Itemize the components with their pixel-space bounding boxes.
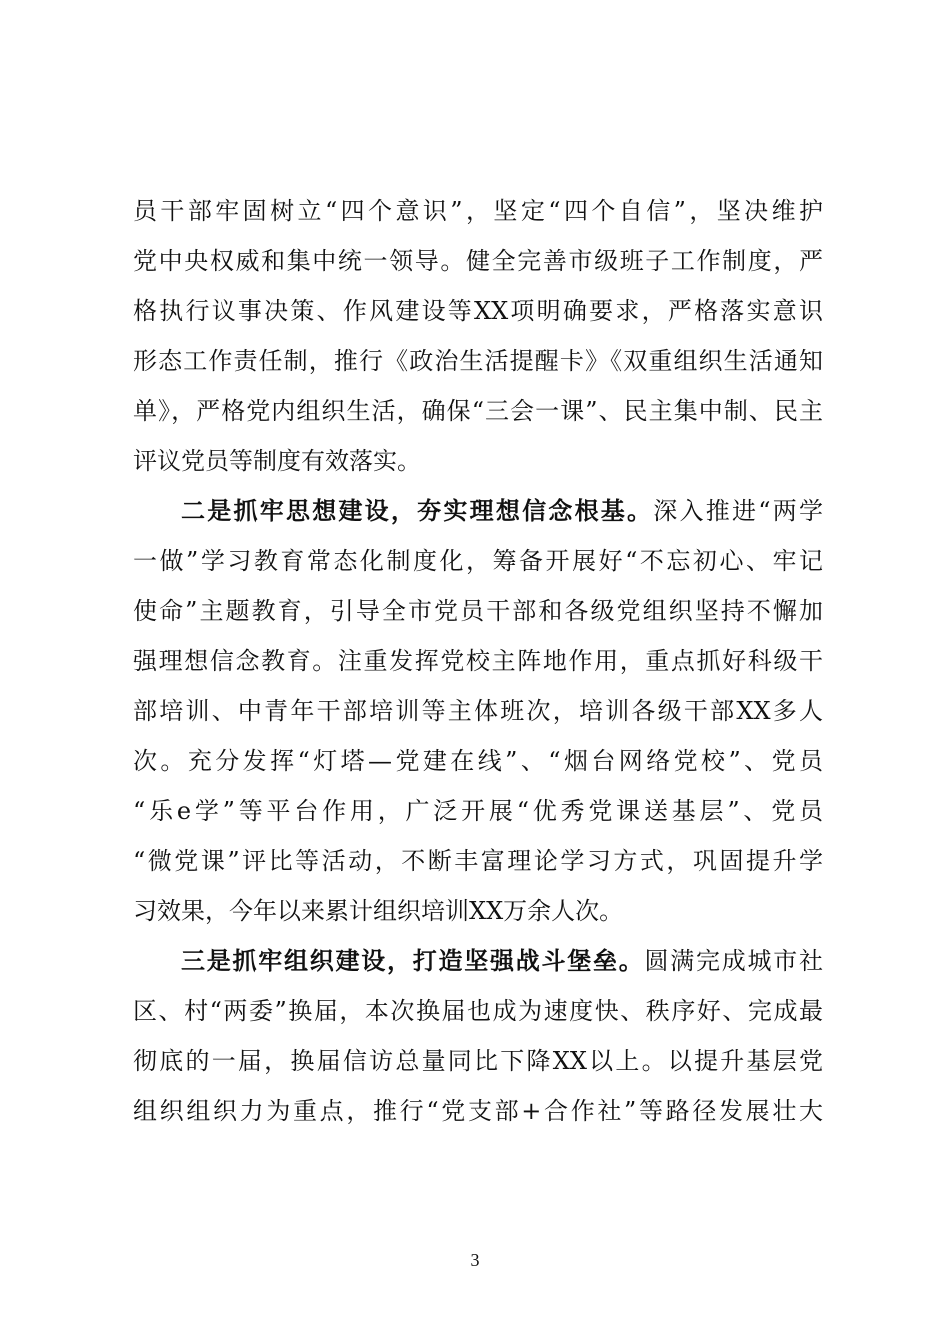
- text-line: 员干部牢固树立“四个意识”，坚定“四个自信”，坚决维护: [133, 197, 823, 225]
- body-text: [133, 186, 823, 1136]
- text-line: 使命”主题教育，引导全市党员干部和各级党组织坚持不懈加: [133, 597, 823, 625]
- text-fragment: 深入推进“两学: [653, 497, 823, 525]
- paragraph-continuation: [133, 186, 823, 486]
- paragraph-heading: 三是抓牢组织建设，打造坚强战斗堡垒。: [181, 946, 645, 975]
- text-line: 评议党员等制度有效落实。: [133, 447, 421, 475]
- text-line: 彻底的一届，换届信访总量同比下降XX以上。以提升基层党: [133, 1047, 823, 1075]
- text-fragment: 圆满完成城市社: [644, 947, 823, 975]
- text-line: 习效果，今年以来累计组织培训XX万余人次。: [133, 897, 624, 925]
- text-line: 形态工作责任制，推行《政治生活提醒卡》《双重组织生活通知: [133, 347, 823, 375]
- text-line: “乐e学”等平台作用，广泛开展“优秀党课送基层”、党员: [133, 797, 823, 825]
- text-line: 党中央权威和集中统一领导。健全完善市级班子工作制度，严: [133, 247, 823, 275]
- text-line: 部培训、中青年干部培训等主体班次，培训各级干部XX多人: [133, 697, 823, 725]
- text-line: 组织组织力为重点，推行“党支部+合作社”等路径发展壮大: [133, 1097, 823, 1125]
- text-line: “微党课”评比等活动，不断丰富理论学习方式，巩固提升学: [133, 847, 823, 875]
- text-line: 一做”学习教育常态化制度化，筹备开展好“不忘初心、牢记: [133, 547, 823, 575]
- text-line-first: [133, 936, 823, 986]
- page-number: 3: [470, 1250, 480, 1270]
- text-line: 次。充分发挥“灯塔—党建在线”、“烟台网络党校”、党员: [133, 747, 823, 775]
- paragraph-heading: 二是抓牢思想建设，夯实理想信念根基。: [181, 496, 654, 525]
- text-line: 格执行议事决策、作风建设等XX项明确要求，严格落实意识: [133, 297, 823, 325]
- paragraph-thought-building: [133, 486, 823, 936]
- text-line: 强理想信念教育。注重发挥党校主阵地作用，重点抓好科级干: [133, 647, 823, 675]
- text-line: 单》，严格党内组织生活，确保“三会一课”、民主集中制、民主: [133, 397, 823, 425]
- text-line-first: [133, 486, 823, 536]
- paragraph-organization-building: [133, 936, 823, 1136]
- text-line: 区、村“两委”换届，本次换届也成为速度快、秩序好、完成最: [133, 997, 823, 1025]
